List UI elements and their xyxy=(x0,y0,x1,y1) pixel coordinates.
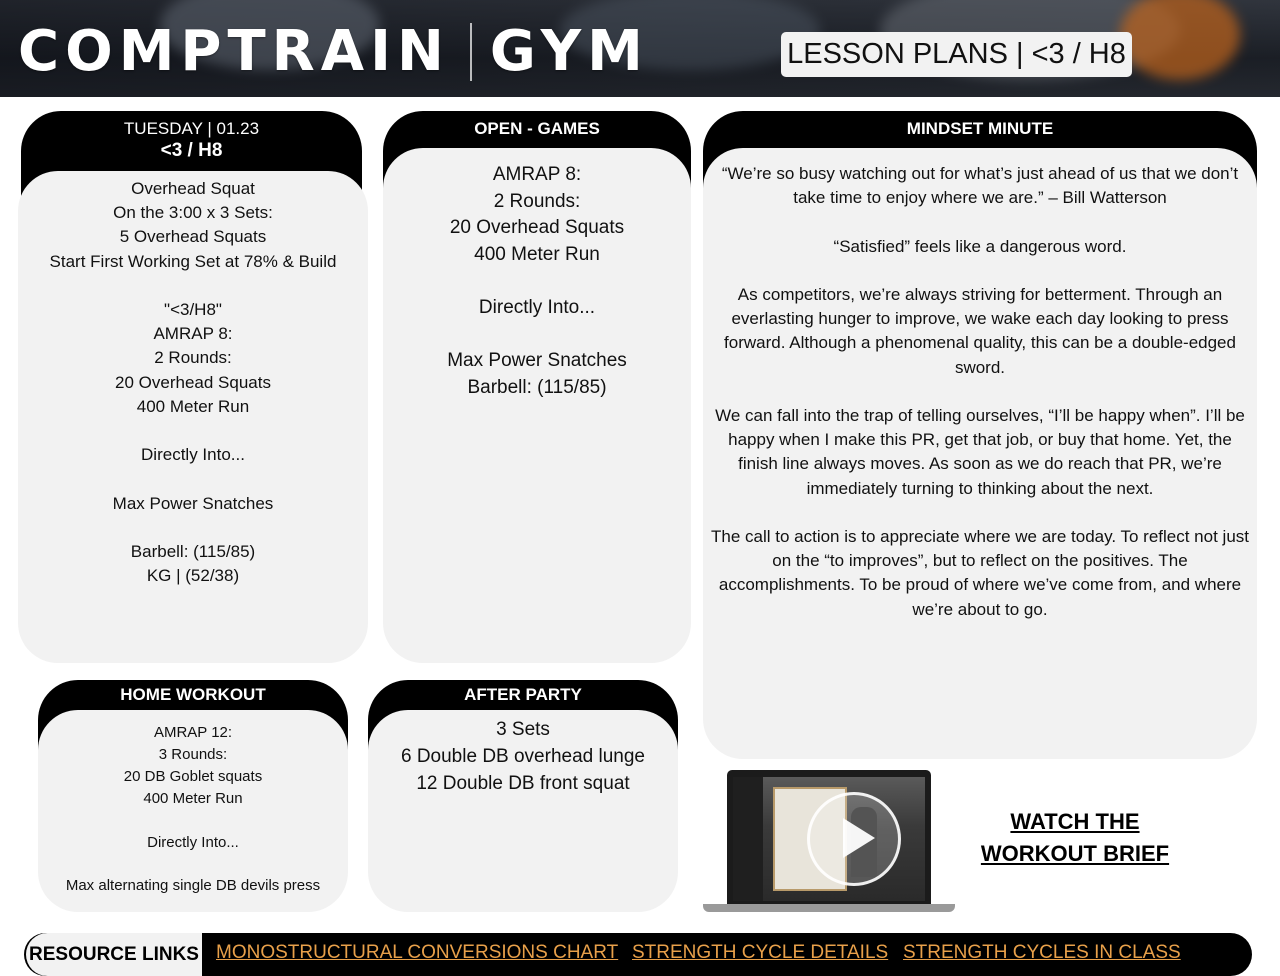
home-workout-card xyxy=(38,680,348,912)
text-line: 5 Overhead Squats xyxy=(119,227,267,247)
text-line xyxy=(711,380,1249,404)
day-card-title: <3 / H8 xyxy=(160,140,223,161)
text-line xyxy=(18,419,368,443)
text-line: 400 Meter Run xyxy=(474,243,600,265)
after-party-content xyxy=(368,710,678,797)
text-line: We can fall into the trap of telling ourselves, “I’ll be happy when”. I’ll be happy when I make this PR, get that job, or buy that home. Yet, the finish line always moves. As soon as we do reach that PR, we’re immediately turning to thinking about the next. xyxy=(715,406,1245,498)
text-line: 12 Double DB front squat xyxy=(416,773,630,794)
brand-right: GYM xyxy=(489,19,649,84)
text-line: 400 Meter Run xyxy=(136,396,250,416)
laptop-base xyxy=(703,904,955,912)
rack xyxy=(733,777,763,901)
watch-line-2: WORKOUT BRIEF xyxy=(980,841,1170,866)
text-line xyxy=(711,501,1249,525)
text-line: “We’re so busy watching out for what’s just ahead of us that we don’t take time to enjoy where we are.” – Bill Watterson xyxy=(721,164,1239,208)
day-card-body xyxy=(18,171,368,663)
text-line: 3 Sets xyxy=(496,719,550,740)
lesson-plans-tag: LESSON PLANS | <3 / H8 xyxy=(781,32,1132,77)
home-workout-title: HOME WORKOUT xyxy=(120,685,266,704)
text-line xyxy=(711,210,1249,234)
link-monostructural-conversions[interactable]: MONOSTRUCTURAL CONVERSIONS CHART xyxy=(216,942,619,963)
banner-photo xyxy=(1120,0,1240,80)
open-games-body xyxy=(383,148,691,663)
text-line: As competitors, we’re always striving for betterment. Through an everlasting hunger to improve, we wake each day looking to press forward. Although a phenomenal quality, this can be a double-edged sword. xyxy=(724,285,1236,377)
brand-left: COMPTRAIN xyxy=(18,19,450,84)
text-line xyxy=(38,853,348,875)
after-party-body xyxy=(368,710,678,912)
text-line: Barbell: (115/85) xyxy=(467,376,607,398)
link-strength-cycles-in-class[interactable]: STRENGTH CYCLES IN CLASS xyxy=(903,942,1181,963)
open-games-title: OPEN - GAMES xyxy=(474,119,600,138)
workout-brief-video[interactable] xyxy=(703,770,955,914)
open-games-card xyxy=(383,111,691,663)
text-line: Max Power Snatches xyxy=(112,493,274,513)
text-line: Directly Into... xyxy=(141,445,245,465)
laptop-screen xyxy=(727,770,931,906)
home-workout-body xyxy=(38,710,348,912)
watch-line-1: WATCH THE xyxy=(1010,809,1140,834)
open-games-content xyxy=(383,148,691,401)
text-line xyxy=(18,516,368,540)
text-line: AMRAP 12: xyxy=(153,724,233,741)
text-line: AMRAP 8: xyxy=(153,324,233,344)
text-line: Max Power Snatches xyxy=(447,350,627,372)
text-line: “Satisfied” feels like a dangerous word. xyxy=(833,236,1127,256)
text-line: 20 DB Goblet squats xyxy=(123,767,263,785)
text-line: Start First Working Set at 78% & Build xyxy=(49,251,337,271)
day-card-content xyxy=(18,171,368,588)
mindset-title: MINDSET MINUTE xyxy=(906,119,1054,138)
text-line xyxy=(711,259,1249,283)
text-line: The call to action is to appreciate where we are today. To reflect not just on the “to improves”, but to reflect on the positives. The accomplishments. To be proud of where we’ve come from, and where we’re about to go. xyxy=(711,527,1249,619)
header-banner xyxy=(0,0,1280,97)
text-line xyxy=(38,810,348,832)
text-line: Directly Into... xyxy=(147,833,239,851)
text-line: Max alternating single DB devils press xyxy=(65,877,321,895)
text-line: Barbell: (115/85) xyxy=(130,542,256,562)
home-workout-content xyxy=(38,710,348,897)
play-icon[interactable] xyxy=(807,792,901,886)
text-line: 3 Rounds: xyxy=(158,745,228,763)
text-line: 2 Rounds: xyxy=(493,190,581,212)
link-strength-cycle-details[interactable]: STRENGTH CYCLE DETAILS xyxy=(632,942,889,963)
text-line xyxy=(18,274,368,298)
text-line: 400 Meter Run xyxy=(143,789,243,807)
text-line xyxy=(383,268,691,295)
after-party-title: AFTER PARTY xyxy=(464,685,582,704)
watch-workout-brief-link[interactable] xyxy=(955,806,1195,870)
text-line: 20 Overhead Squats xyxy=(449,217,625,239)
text-line: On the 3:00 x 3 Sets: xyxy=(113,203,273,223)
resource-links-label: RESOURCE LINKS xyxy=(26,933,202,976)
day-card xyxy=(18,111,368,663)
text-line: AMRAP 8: xyxy=(492,164,582,185)
text-line: KG | (52/38) xyxy=(146,566,240,586)
text-line: "<3/H8" xyxy=(164,300,222,320)
text-line: 2 Rounds: xyxy=(154,348,232,368)
text-line: 6 Double DB overhead lunge xyxy=(400,746,645,767)
text-line xyxy=(18,467,368,491)
text-line xyxy=(383,322,691,349)
text-line: Overhead Squat xyxy=(131,179,255,198)
brand-logo xyxy=(18,19,649,84)
mindset-card xyxy=(703,111,1257,759)
after-party-card xyxy=(368,680,678,912)
brand-divider xyxy=(470,23,472,81)
text-line: 20 Overhead Squats xyxy=(115,372,271,392)
mindset-body xyxy=(703,148,1257,759)
day-card-date: TUESDAY | 01.23 xyxy=(123,119,260,138)
mindset-content xyxy=(703,148,1257,622)
text-line: Directly Into... xyxy=(478,296,596,318)
